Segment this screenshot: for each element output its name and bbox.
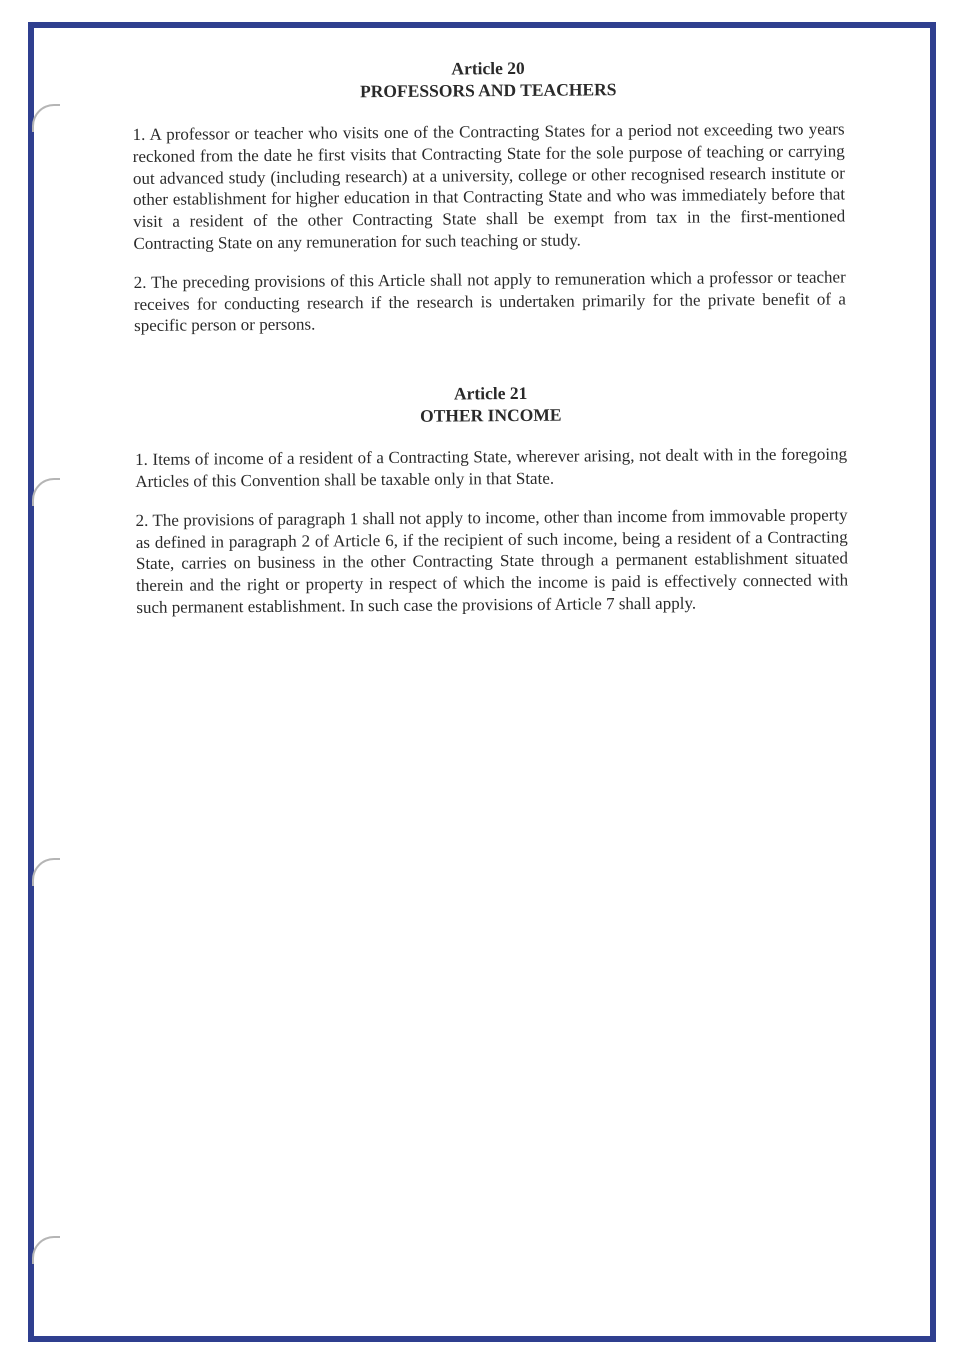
article-paragraph: 2. The provisions of paragraph 1 shall not apply to income, other than income from immovable property as defined in paragraph 2 of Article 6, if the recipient of such income, being a resident of a Contracting State, carries on business in the other Contracting State through a permanent establishment situated therein and the right or property in respect of which the income is paid is effectively connected with such permanent establishment. In such case the provisions of Article 7 shall apply. bbox=[135, 505, 849, 617]
article-heading bbox=[132, 54, 844, 104]
article-title: PROFESSORS AND TEACHERS bbox=[359, 79, 617, 102]
article-paragraph: 1. Items of income of a resident of a Contracting State, wherever arising, not dealt with in the foregoing Articles of this Convention shall be taxable only in that State. bbox=[135, 444, 848, 491]
article-20-section bbox=[132, 54, 846, 337]
article-paragraph: 2. The preceding provisions of this Article shall not apply to remuneration which a professor or teacher receives for conducting research if the research is undertaken primarily for the private benefit of a specific person or persons. bbox=[133, 267, 846, 336]
article-number: Article 20 bbox=[451, 57, 525, 79]
article-paragraph: 1. A professor or teacher who visits one of the Contracting States for a period not exceeding two years reckoned from the date he first visits that Contracting State for the sole purpose of teaching or carrying out advanced study (including research) at a university, college or other recognised research institute or other establishment for higher education in that Contracting State and who was immediately before that visit a resident of the other Contracting State shall be exempt from tax in the first-mentioned Contracting State on any remuneration for such teaching or study. bbox=[132, 119, 846, 253]
article-title: OTHER INCOME bbox=[419, 404, 562, 426]
document-body bbox=[132, 54, 848, 635]
article-heading bbox=[135, 380, 847, 430]
article-number: Article 21 bbox=[453, 383, 528, 404]
article-21-section bbox=[135, 380, 849, 619]
